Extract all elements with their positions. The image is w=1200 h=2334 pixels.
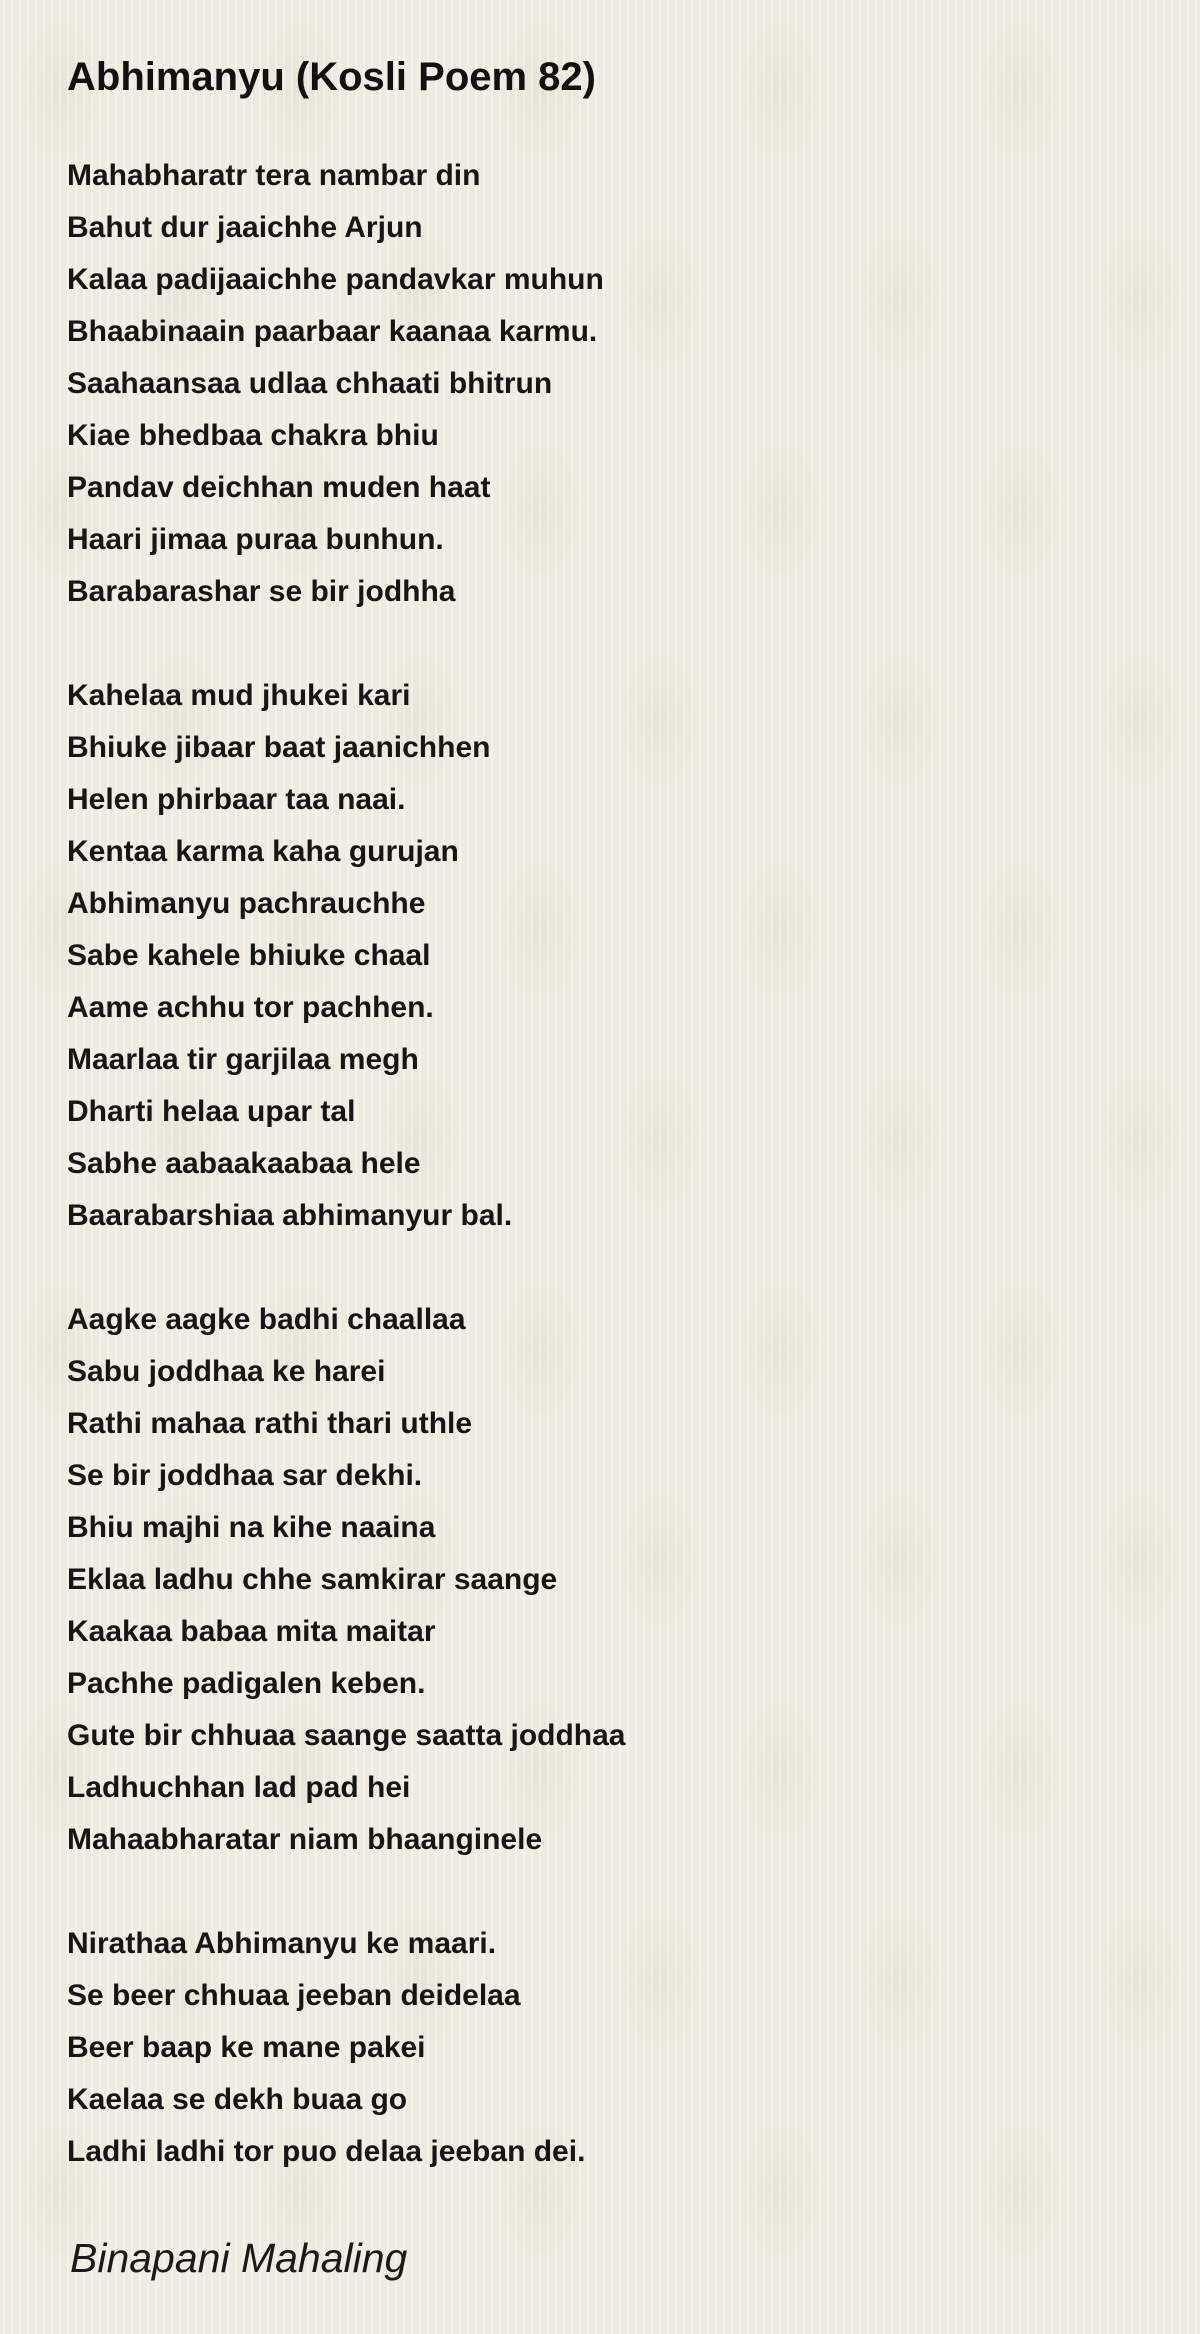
poem-line: Se beer chhuaa jeeban deidelaa [67,1979,521,2012]
poem-line: Pandav deichhan muden haat [67,471,491,504]
poem-line: Rathi mahaa rathi thari uthle [67,1407,473,1440]
poem-line: Kiae bhedbaa chakra bhiu [67,419,439,452]
poem-body [67,150,1127,2230]
poem-line: Abhimanyu pachrauchhe [67,887,426,920]
poem-line: Haari jimaa puraa bunhun. [67,523,444,556]
poem-line: Beer baap ke mane pakei [67,2031,426,2064]
poem-line: Pachhe padigalen keben. [67,1667,426,1700]
poem-line: Bhaabinaain paarbaar kaanaa karmu. [67,315,598,348]
poem-title: Abhimanyu (Kosli Poem 82) [67,55,596,99]
poem-line: Saahaansaa udlaa chhaati bhitrun [67,367,553,400]
poem-line: Se bir joddhaa sar dekhi. [67,1459,423,1492]
poem-line: Bhiu majhi na kihe naaina [67,1511,436,1544]
poem-line: Eklaa ladhu chhe samkirar saange [67,1563,558,1596]
poem-line: Kaelaa se dekh buaa go [67,2083,408,2116]
stanza-2 [67,670,1127,1242]
poem-line: Baarabarshiaa abhimanyur bal. [67,1199,513,1232]
poem-line: Aame achhu tor pachhen. [67,991,434,1024]
poem-line: Kentaa karma kaha gurujan [67,835,459,868]
poem-line: Sabu joddhaa ke harei [67,1355,386,1388]
poem-line: Kahelaa mud jhukei kari [67,679,411,712]
poem-line: Bahut dur jaaichhe Arjun [67,211,423,244]
poem-line: Gute bir chhuaa saange saatta joddhaa [67,1719,626,1752]
poem-line: Mahaabharatar niam bhaanginele [67,1823,543,1856]
poem-line: Ladhuchhan lad pad hei [67,1771,411,1804]
stanza-3 [67,1294,1127,1866]
stanza-1 [67,150,1127,618]
poem-line: Bhiuke jibaar baat jaanichhen [67,731,491,764]
stanza-4 [67,1918,1127,2178]
poem-line: Sabhe aabaakaabaa hele [67,1147,421,1180]
poem-line: Sabe kahele bhiuke chaal [67,939,431,972]
poem-line: Dharti helaa upar tal [67,1095,356,1128]
poem-line: Nirathaa Abhimanyu ke maari. [67,1927,497,1960]
poem-line: Barabarashar se bir jodhha [67,575,456,608]
poem-line: Maarlaa tir garjilaa megh [67,1043,419,1076]
poem-line: Mahabharatr tera nambar din [67,159,481,192]
poem-author: Binapani Mahaling [70,2235,408,2281]
poem-line: Kalaa padijaaichhe pandavkar muhun [67,263,604,296]
poem-line: Aagke aagke badhi chaallaa [67,1303,466,1336]
poem-line: Helen phirbaar taa naai. [67,783,406,816]
poem-line: Ladhi ladhi tor puo delaa jeeban dei. [67,2135,586,2168]
poem-line: Kaakaa babaa mita maitar [67,1615,436,1648]
